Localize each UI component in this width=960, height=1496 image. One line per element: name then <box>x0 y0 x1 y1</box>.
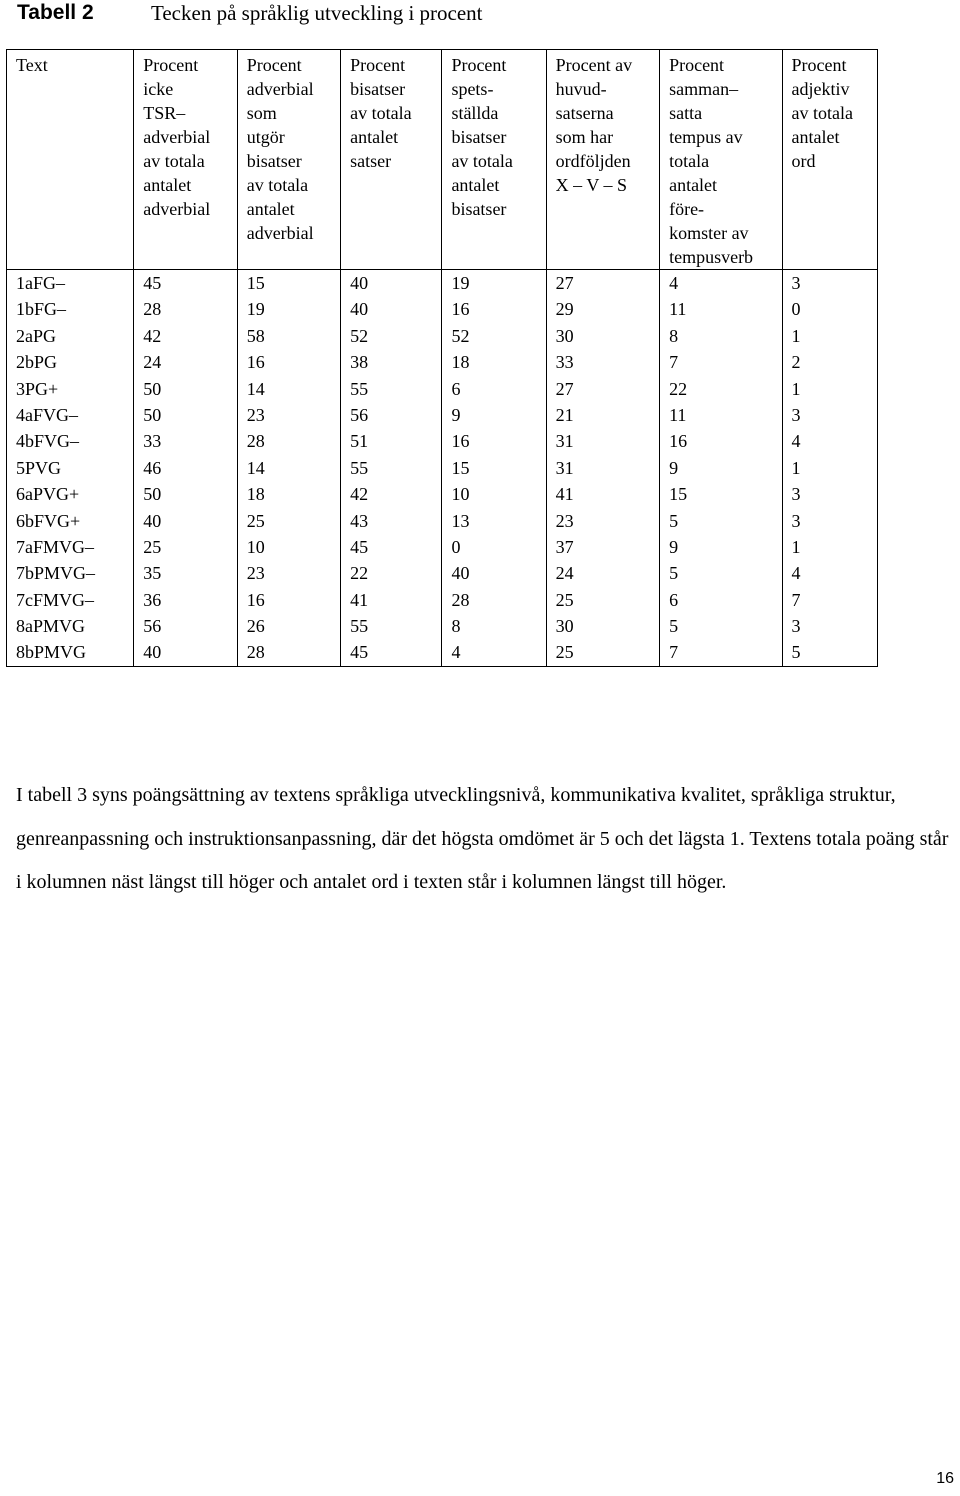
row-label-cell: 6aPVG+ <box>7 481 134 507</box>
value-cell: 9 <box>660 455 782 481</box>
value-cell: 13 <box>442 508 546 534</box>
value-cell: 16 <box>442 428 546 454</box>
value-cell: 22 <box>341 560 442 586</box>
value-cell: 52 <box>442 323 546 349</box>
value-cell: 43 <box>341 508 442 534</box>
value-cell: 28 <box>134 296 237 322</box>
table-row <box>7 323 878 349</box>
value-cell: 0 <box>782 296 878 322</box>
body-paragraph: I tabell 3 syns poängsättning av textens språkliga utvecklingsnivå, kommunikativa kvalitet, språkliga struktur, genreanpassning och instruktionsanpassning, där det högsta omdömet är 5 och det lägsta 1. Textens totala poäng står i kolumnen näst längst till höger och antalet ord i texten står i kolumnen längst till höger. <box>16 784 949 893</box>
value-cell: 14 <box>237 455 340 481</box>
value-cell: 1 <box>782 323 878 349</box>
value-cell: 36 <box>134 587 237 613</box>
table-row <box>7 428 878 454</box>
value-cell: 15 <box>442 455 546 481</box>
value-cell: 5 <box>782 639 878 666</box>
value-cell: 24 <box>546 560 659 586</box>
value-cell: 29 <box>546 296 659 322</box>
data-table <box>6 49 878 667</box>
table-row <box>7 402 878 428</box>
value-cell: 23 <box>237 402 340 428</box>
table-row <box>7 534 878 560</box>
table-caption <box>17 0 483 26</box>
table-title: Tecken på språklig utveckling i procent <box>151 0 483 25</box>
header-cell-fronted-subordinate-clauses: Procent spets- ställda bisatser av totala antalet bisatser <box>442 50 546 270</box>
row-label-cell: 1aFG– <box>7 270 134 297</box>
table-row <box>7 587 878 613</box>
value-cell: 9 <box>660 534 782 560</box>
value-cell: 0 <box>442 534 546 560</box>
value-cell: 27 <box>546 270 659 297</box>
value-cell: 55 <box>341 613 442 639</box>
value-cell: 9 <box>442 402 546 428</box>
value-cell: 25 <box>546 587 659 613</box>
value-cell: 3 <box>782 508 878 534</box>
value-cell: 25 <box>546 639 659 666</box>
row-label-cell: 3PG+ <box>7 376 134 402</box>
value-cell: 45 <box>341 534 442 560</box>
value-cell: 6 <box>660 587 782 613</box>
row-label-cell: 7cFMVG– <box>7 587 134 613</box>
value-cell: 35 <box>134 560 237 586</box>
value-cell: 4 <box>782 560 878 586</box>
value-cell: 4 <box>660 270 782 297</box>
value-cell: 3 <box>782 270 878 297</box>
value-cell: 45 <box>134 270 237 297</box>
value-cell: 7 <box>660 349 782 375</box>
row-label-cell: 6bFVG+ <box>7 508 134 534</box>
value-cell: 18 <box>442 349 546 375</box>
table-row <box>7 455 878 481</box>
value-cell: 1 <box>782 455 878 481</box>
row-label-cell: 4aFVG– <box>7 402 134 428</box>
header-cell-adjectives: Procent adjektiv av totala antalet ord <box>782 50 878 270</box>
value-cell: 25 <box>237 508 340 534</box>
row-label-cell: 8aPMVG <box>7 613 134 639</box>
page-number: 16 <box>936 1470 954 1487</box>
header-row <box>7 50 878 270</box>
header-cell-non-tsr-adverbials: Procent icke TSR– adverbial av totala antalet adverbial <box>134 50 237 270</box>
row-label-cell: 2bPG <box>7 349 134 375</box>
table-row <box>7 639 878 666</box>
value-cell: 19 <box>237 296 340 322</box>
table-label: Tabell 2 <box>17 1 94 24</box>
value-cell: 38 <box>341 349 442 375</box>
value-cell: 55 <box>341 455 442 481</box>
value-cell: 55 <box>341 376 442 402</box>
value-cell: 14 <box>237 376 340 402</box>
value-cell: 41 <box>546 481 659 507</box>
value-cell: 31 <box>546 428 659 454</box>
value-cell: 30 <box>546 613 659 639</box>
value-cell: 3 <box>782 481 878 507</box>
table-body <box>7 270 878 667</box>
value-cell: 16 <box>442 296 546 322</box>
header-cell-adverbial-clauses: Procent adverbial som utgör bisatser av totala antalet adverbial <box>237 50 340 270</box>
table-row <box>7 613 878 639</box>
value-cell: 6 <box>442 376 546 402</box>
row-label-cell: 7bPMVG– <box>7 560 134 586</box>
value-cell: 41 <box>341 587 442 613</box>
value-cell: 51 <box>341 428 442 454</box>
value-cell: 40 <box>341 270 442 297</box>
value-cell: 46 <box>134 455 237 481</box>
value-cell: 2 <box>782 349 878 375</box>
value-cell: 3 <box>782 613 878 639</box>
value-cell: 42 <box>134 323 237 349</box>
table-row <box>7 481 878 507</box>
value-cell: 5 <box>660 508 782 534</box>
value-cell: 40 <box>341 296 442 322</box>
table-row <box>7 376 878 402</box>
row-label-cell: 2aPG <box>7 323 134 349</box>
header-cell-compound-tense: Procent samman– satta tempus av totala antalet före- komster av tempusverb <box>660 50 782 270</box>
value-cell: 50 <box>134 481 237 507</box>
value-cell: 50 <box>134 402 237 428</box>
value-cell: 42 <box>341 481 442 507</box>
value-cell: 23 <box>237 560 340 586</box>
header-cell-xvs-word-order: Procent av huvud- satserna som har ordföljden X – V – S <box>546 50 659 270</box>
value-cell: 28 <box>237 428 340 454</box>
table-row <box>7 560 878 586</box>
value-cell: 28 <box>442 587 546 613</box>
value-cell: 40 <box>442 560 546 586</box>
value-cell: 31 <box>546 455 659 481</box>
table-row <box>7 270 878 297</box>
value-cell: 8 <box>660 323 782 349</box>
value-cell: 3 <box>782 402 878 428</box>
value-cell: 19 <box>442 270 546 297</box>
value-cell: 5 <box>660 560 782 586</box>
value-cell: 56 <box>134 613 237 639</box>
value-cell: 27 <box>546 376 659 402</box>
value-cell: 1 <box>782 534 878 560</box>
value-cell: 33 <box>134 428 237 454</box>
value-cell: 7 <box>660 639 782 666</box>
value-cell: 56 <box>341 402 442 428</box>
value-cell: 21 <box>546 402 659 428</box>
value-cell: 5 <box>660 613 782 639</box>
row-label-cell: 4bFVG– <box>7 428 134 454</box>
value-cell: 58 <box>237 323 340 349</box>
table-row <box>7 296 878 322</box>
row-label-cell: 1bFG– <box>7 296 134 322</box>
header-cell-subordinate-clauses: Procent bisatser av totala antalet satser <box>341 50 442 270</box>
value-cell: 37 <box>546 534 659 560</box>
value-cell: 8 <box>442 613 546 639</box>
value-cell: 45 <box>341 639 442 666</box>
value-cell: 4 <box>442 639 546 666</box>
value-cell: 40 <box>134 508 237 534</box>
value-cell: 50 <box>134 376 237 402</box>
value-cell: 52 <box>341 323 442 349</box>
table-row <box>7 349 878 375</box>
row-label-cell: 7aFMVG– <box>7 534 134 560</box>
value-cell: 23 <box>546 508 659 534</box>
value-cell: 30 <box>546 323 659 349</box>
value-cell: 11 <box>660 402 782 428</box>
value-cell: 26 <box>237 613 340 639</box>
value-cell: 1 <box>782 376 878 402</box>
value-cell: 22 <box>660 376 782 402</box>
value-cell: 16 <box>660 428 782 454</box>
value-cell: 25 <box>134 534 237 560</box>
value-cell: 11 <box>660 296 782 322</box>
value-cell: 18 <box>237 481 340 507</box>
table-row <box>7 508 878 534</box>
value-cell: 33 <box>546 349 659 375</box>
value-cell: 15 <box>660 481 782 507</box>
value-cell: 16 <box>237 587 340 613</box>
value-cell: 7 <box>782 587 878 613</box>
header-cell-text: Text <box>7 50 134 270</box>
row-label-cell: 5PVG <box>7 455 134 481</box>
value-cell: 10 <box>442 481 546 507</box>
value-cell: 16 <box>237 349 340 375</box>
value-cell: 15 <box>237 270 340 297</box>
value-cell: 40 <box>134 639 237 666</box>
value-cell: 24 <box>134 349 237 375</box>
row-label-cell: 8bPMVG <box>7 639 134 666</box>
value-cell: 28 <box>237 639 340 666</box>
value-cell: 4 <box>782 428 878 454</box>
value-cell: 10 <box>237 534 340 560</box>
